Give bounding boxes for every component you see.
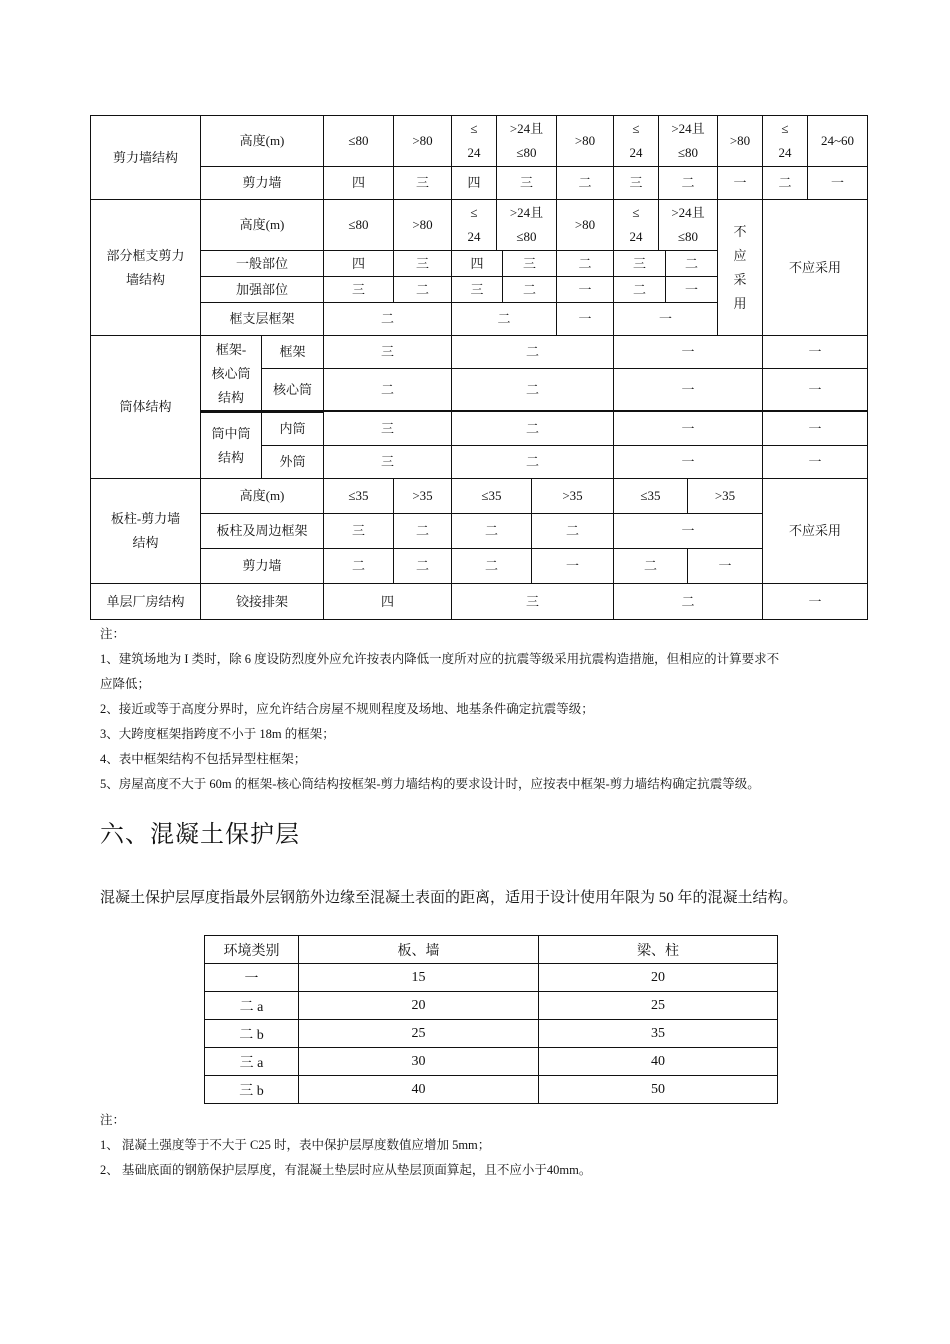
section-paragraph: 混凝土保护层厚度指最外层钢筋外边缘至混凝土表面的距离，适用于设计使用年限为 50 年的混凝土结构。 <box>100 890 798 906</box>
height-range-cell: >24且 ≤80 <box>658 115 718 167</box>
row-label-slab-column: 板柱-剪力墙 结构 <box>90 478 201 584</box>
cell: 15 <box>299 964 539 992</box>
height-range-cell: >80 <box>556 199 614 251</box>
height-range-cell: >80 <box>393 115 452 167</box>
cell: 50 <box>539 1076 778 1104</box>
table-header-row <box>205 936 778 964</box>
note-item: 2、接近或等于高度分界时，应允许结合房屋不规则程度及场地、地基条件确定抗震等级； <box>100 702 594 716</box>
height-label: 高度(m) <box>200 478 324 514</box>
grade-cell: 三 <box>502 250 557 277</box>
height-range-cell: >24且 ≤80 <box>658 199 718 251</box>
height-range-cell: >35 <box>687 478 763 514</box>
grade-cell: 二 <box>613 276 666 303</box>
grade-cell: 一 <box>687 548 763 584</box>
table-row <box>205 1048 778 1076</box>
sub-label: 剪力墙 <box>200 166 324 200</box>
grade-cell: 三 <box>323 445 452 479</box>
note-item: 2、 基础底面的钢筋保护层厚度，有混凝土垫层时应从垫层顶面算起，且不应小于40mm。 <box>100 1163 592 1177</box>
note-item: 1、 混凝土强度等于不大于 C25 时，表中保护层厚度数值应增加 5mm； <box>100 1138 491 1152</box>
grade-cell: 二 <box>451 445 614 479</box>
grade-cell: 三 <box>323 335 452 369</box>
grade-cell: 二 <box>556 166 614 200</box>
grade-cell: 三 <box>613 250 666 277</box>
cell: 30 <box>299 1048 539 1076</box>
grade-cell: 一 <box>613 513 763 549</box>
grade-cell: 一 <box>613 302 718 336</box>
height-range-cell: >35 <box>531 478 614 514</box>
not-applicable-cell: 不应采用 <box>762 478 868 584</box>
cell: 三 b <box>205 1076 299 1104</box>
grade-cell: 二 <box>762 166 808 200</box>
cell: 20 <box>539 964 778 992</box>
height-range-cell: >80 <box>393 199 452 251</box>
cell: 40 <box>539 1048 778 1076</box>
grade-cell: 一 <box>762 411 868 446</box>
grade-cell: 三 <box>323 276 394 303</box>
grade-cell: 二 <box>451 302 557 336</box>
note-item: 3、大跨度框架指跨度不小于 18m 的框架； <box>100 727 335 741</box>
header-cell: 环境类别 <box>205 936 299 964</box>
grade-cell: 三 <box>323 513 394 549</box>
height-range-cell: ≤ 24 <box>451 199 497 251</box>
grade-cell: 一 <box>613 445 763 479</box>
row-label-partial-frame: 部分框支剪力 墙结构 <box>90 199 201 336</box>
sub-label: 板柱及周边框架 <box>200 513 324 549</box>
grade-cell: 三 <box>451 583 614 620</box>
grade-cell: 二 <box>451 548 532 584</box>
grade-cell: 二 <box>451 368 614 412</box>
sub-group-label: 筒中筒 结构 <box>200 411 262 479</box>
cell: 一 <box>205 964 299 992</box>
note-item: 1、建筑场地为 I 类时，除 6 度设防烈度外应允许按表内降低一度所对应的抗震等级采用抗震构造措施，但相应的计算要求不 <box>100 652 780 666</box>
grade-cell: 二 <box>393 548 452 584</box>
height-range-cell: ≤35 <box>323 478 394 514</box>
grade-cell: 二 <box>393 513 452 549</box>
table-row <box>205 964 778 992</box>
sub-group-label: 框架- 核心筒 结构 <box>200 335 262 412</box>
grade-cell: 二 <box>502 276 557 303</box>
grade-cell: 二 <box>665 250 718 277</box>
height-range-cell: 24~60 <box>807 115 868 167</box>
grade-cell: 二 <box>323 548 394 584</box>
height-range-cell: ≤80 <box>323 199 394 251</box>
grade-cell: 一 <box>556 302 614 336</box>
cell: 40 <box>299 1076 539 1104</box>
cell: 25 <box>299 1020 539 1048</box>
grade-cell: 四 <box>451 250 503 277</box>
notes2-title: 注： <box>100 1113 126 1127</box>
height-range-cell: ≤ 24 <box>451 115 497 167</box>
height-range-cell: >35 <box>393 478 452 514</box>
notes1-title: 注： <box>100 627 126 641</box>
sub-label: 铰接排架 <box>200 583 324 620</box>
group-divider <box>200 410 868 412</box>
grade-cell: 四 <box>323 166 394 200</box>
table-row <box>205 992 778 1020</box>
grade-cell: 二 <box>531 513 614 549</box>
grade-cell: 二 <box>393 276 452 303</box>
height-range-cell: >24且 ≤80 <box>496 115 557 167</box>
cell: 二 b <box>205 1020 299 1048</box>
grade-cell: 一 <box>531 548 614 584</box>
sub-label: 内筒 <box>261 411 324 446</box>
table-row <box>205 1076 778 1104</box>
height-range-cell: ≤ 24 <box>762 115 808 167</box>
cell: 二 a <box>205 992 299 1020</box>
grade-cell: 四 <box>451 166 497 200</box>
height-label: 高度(m) <box>200 199 324 251</box>
height-range-cell: ≤80 <box>323 115 394 167</box>
table-row <box>205 1020 778 1048</box>
cell: 20 <box>299 992 539 1020</box>
height-range-cell: >24且 ≤80 <box>496 199 557 251</box>
grade-cell: 四 <box>323 250 394 277</box>
grade-cell: 一 <box>807 166 868 200</box>
height-range-cell: >80 <box>556 115 614 167</box>
grade-cell: 一 <box>762 583 868 620</box>
note-item: 4、表中框架结构不包括异型柱框架； <box>100 752 307 766</box>
sub-label: 外筒 <box>261 445 324 479</box>
header-cell: 梁、柱 <box>539 936 778 964</box>
sub-label: 加强部位 <box>200 276 324 303</box>
sub-label: 一般部位 <box>200 250 324 277</box>
grade-cell: 一 <box>762 445 868 479</box>
grade-cell: 二 <box>323 368 452 412</box>
sub-label: 剪力墙 <box>200 548 324 584</box>
cell: 25 <box>539 992 778 1020</box>
sub-label: 框支层框架 <box>200 302 324 336</box>
grade-cell: 二 <box>613 583 763 620</box>
grade-cell: 一 <box>717 166 763 200</box>
grade-cell: 一 <box>665 276 718 303</box>
cell: 35 <box>539 1020 778 1048</box>
grade-cell: 二 <box>658 166 718 200</box>
height-range-cell: ≤ 24 <box>613 115 659 167</box>
grade-cell: 三 <box>496 166 557 200</box>
row-label-tube: 筒体结构 <box>90 335 201 479</box>
cell: 三 a <box>205 1048 299 1076</box>
height-range-cell: >80 <box>717 115 763 167</box>
grade-cell: 二 <box>556 250 614 277</box>
grade-cell: 一 <box>613 368 763 412</box>
grade-cell: 一 <box>556 276 614 303</box>
section-heading: 六、混凝土保护层 <box>100 822 300 848</box>
grade-cell: 三 <box>393 166 452 200</box>
not-applicable-cell: 不 应 采 用 <box>717 199 763 336</box>
grade-cell: 二 <box>451 411 614 446</box>
sub-label: 核心筒 <box>261 368 324 412</box>
grade-cell: 一 <box>613 335 763 369</box>
row-label-single-storey: 单层厂房结构 <box>90 583 201 620</box>
note-item: 5、房屋高度不大于 60m 的框架-核心筒结构按框架-剪力墙结构的要求设计时，应按表中框架-剪力墙结构确定抗震等级。 <box>100 777 760 791</box>
grade-cell: 三 <box>323 411 452 446</box>
header-cell: 板、墙 <box>299 936 539 964</box>
row-label-shear-wall: 剪力墙结构 <box>90 115 201 200</box>
grade-cell: 一 <box>613 411 763 446</box>
not-applicable-cell: 不应采用 <box>762 199 868 336</box>
grade-cell: 三 <box>393 250 452 277</box>
grade-cell: 一 <box>762 335 868 369</box>
grade-cell: 一 <box>762 368 868 412</box>
grade-cell: 四 <box>323 583 452 620</box>
grade-cell: 二 <box>613 548 688 584</box>
grade-cell: 三 <box>451 276 503 303</box>
height-range-cell: ≤ 24 <box>613 199 659 251</box>
cover-thickness-table <box>204 935 778 1104</box>
grade-cell: 二 <box>451 513 532 549</box>
sub-label: 框架 <box>261 335 324 369</box>
grade-cell: 二 <box>323 302 452 336</box>
height-label: 高度(m) <box>200 115 324 167</box>
grade-cell: 三 <box>613 166 659 200</box>
grade-cell: 二 <box>451 335 614 369</box>
note-item: 应降低； <box>100 677 151 691</box>
height-range-cell: ≤35 <box>451 478 532 514</box>
height-range-cell: ≤35 <box>613 478 688 514</box>
